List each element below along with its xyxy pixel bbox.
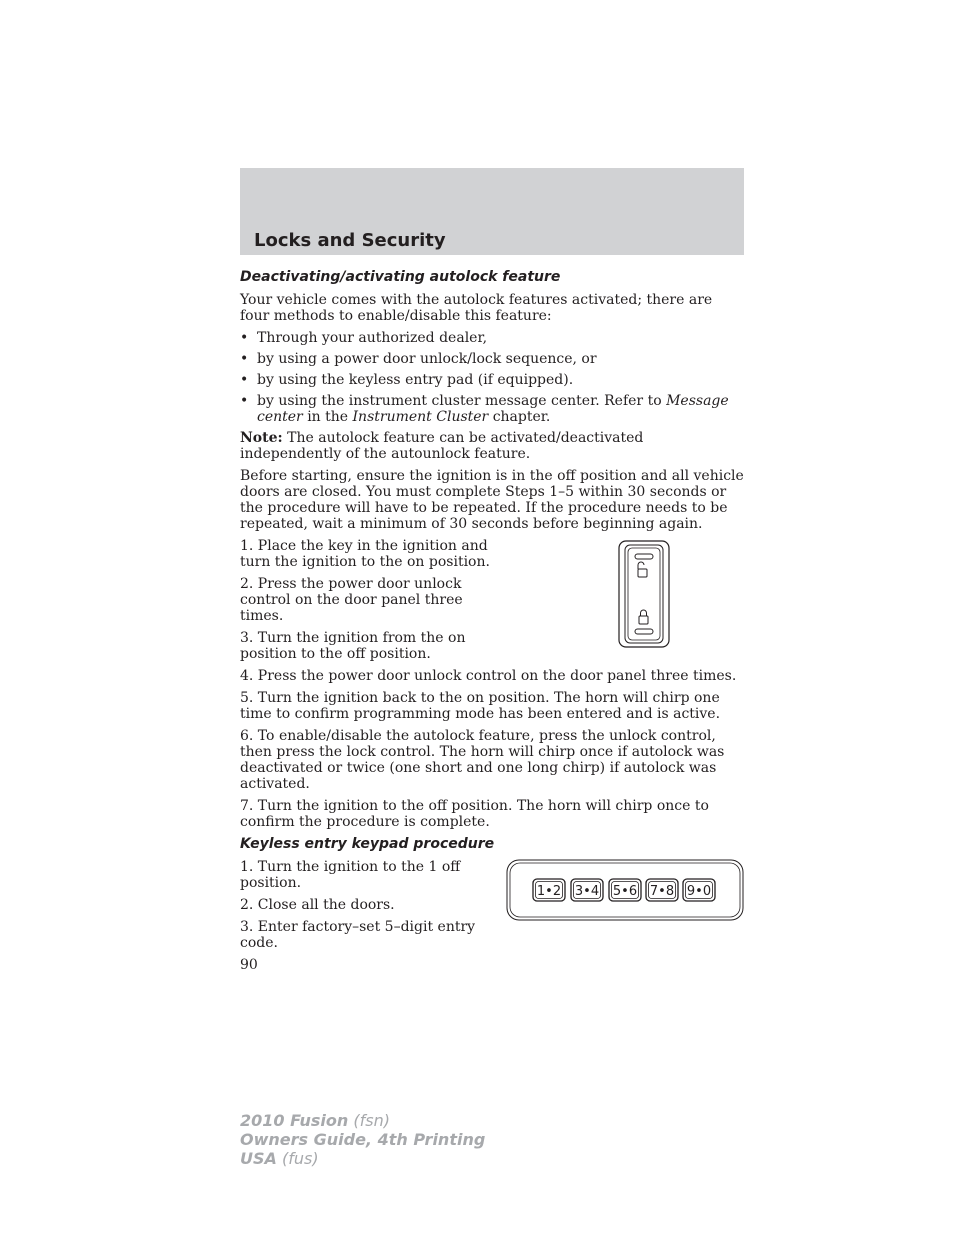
steps-with-figure [240, 538, 744, 668]
svg-text:7•8: 7•8 [649, 884, 675, 899]
bullet: • [240, 330, 249, 346]
footer-model-code: (fsn) [348, 1111, 390, 1130]
bullet: • [240, 351, 249, 367]
lock-icon [639, 610, 648, 624]
bullet: • [240, 372, 249, 388]
step-2: 2. Press the power door unlock control on the door panel three times. [240, 576, 463, 624]
list-item: • by using a power door unlock/lock sequence, or [240, 351, 597, 367]
keypad-button-9-0 [683, 879, 715, 901]
step-3: 3. Turn the ignition from the on position to the off position. [240, 630, 466, 662]
footer-model: 2010 Fusion [240, 1111, 349, 1130]
door-lock-switch-illustration [618, 540, 670, 648]
step-7: 7. Turn the ignition to the off position. The horn will chirp once to confirm the procedure is complete. [240, 798, 709, 830]
keypad-step-1: 1. Turn the ignition to the 1 off position. [240, 859, 461, 891]
before-starting-paragraph: Before starting, ensure the ignition is in the off position and all vehicle doors are closed. You must complete Steps 1–5 within 30 seconds or the procedure will have to be repeated. If the procedure needs to be repeated, wait a minimum of 30 seconds before beginning again. [240, 468, 744, 532]
step-6: 6. To enable/disable the autolock feature, press the unlock control, then press the lock control. The horn will chirp once if autolock was deactivated or twice (one short and one long chirp) if autolock was activated. [240, 728, 725, 792]
keypad-button-7-8 [646, 879, 678, 901]
list-item: • Through your authorized dealer, [240, 330, 488, 346]
keypad-button-1-2 [533, 879, 565, 901]
section-title: Locks and Security [254, 230, 446, 251]
unlock-icon [638, 562, 647, 577]
keyless-entry-keypad-illustration [506, 859, 744, 921]
note-label: Note: [240, 430, 283, 446]
footer-edition: Owners Guide, 4th Printing [240, 1130, 486, 1149]
step-4: 4. Press the power door unlock control on the door panel three times. [240, 668, 737, 684]
cross-reference: Message center [257, 393, 729, 425]
page-number: 90 [240, 957, 258, 973]
step-5: 5. Turn the ignition back to the on position. The horn will chirp one time to confirm programming mode has been entered and is active. [240, 690, 721, 722]
autolock-heading: Deactivating/activating autolock feature [240, 269, 561, 285]
list-item: • by using the instrument cluster message center. Refer to Message center in the Instrument Cluster chapter. [240, 393, 729, 425]
cross-reference: Instrument Cluster [352, 409, 489, 425]
print-footer [240, 1111, 485, 1168]
page-content [240, 265, 744, 979]
section-header-band [240, 168, 744, 255]
svg-text:1•2: 1•2 [536, 884, 562, 899]
bullet: • [240, 393, 249, 409]
svg-text:9•0: 9•0 [686, 884, 712, 899]
autolock-intro: Your vehicle comes with the autolock features activated; there are four methods to enable/disable this feature: [240, 292, 713, 324]
keypad-step-2: 2. Close all the doors. [240, 897, 395, 913]
keypad-button-3-4 [571, 879, 603, 901]
note-paragraph: Note: The autolock feature can be activated/deactivated independently of the autounlock feature. [240, 430, 644, 462]
svg-text:5•6: 5•6 [612, 884, 638, 899]
keypad-step-3: 3. Enter factory–set 5–digit entry code. [240, 919, 476, 951]
step-1: 1. Place the key in the ignition and turn the ignition to the on position. [240, 538, 490, 570]
keypad-heading: Keyless entry keypad procedure [240, 836, 495, 852]
svg-text:3•4: 3•4 [574, 884, 600, 899]
methods-list [240, 330, 744, 425]
keypad-steps-with-figure [240, 859, 744, 957]
list-item: • by using the keyless entry pad (if equipped). [240, 372, 574, 388]
footer-market-code: (fus) [276, 1149, 319, 1168]
footer-market: USA [240, 1149, 277, 1168]
keypad-button-5-6 [609, 879, 641, 901]
